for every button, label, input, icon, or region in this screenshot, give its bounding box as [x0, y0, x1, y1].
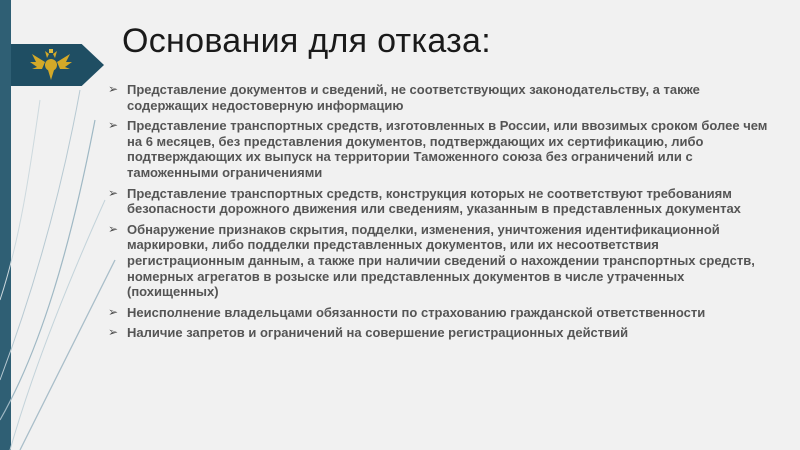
arrow-bullet-icon: ➢ [108, 118, 119, 133]
arrow-bullet-icon: ➢ [108, 304, 119, 319]
list-item [108, 325, 768, 341]
slide-title: Основания для отказа: [122, 22, 492, 60]
arrow-bullet-icon: ➢ [108, 325, 119, 340]
arrow-bullet-icon: ➢ [108, 82, 119, 96]
double-headed-eagle-emblem-icon [28, 42, 74, 88]
arrow-bullet-icon: ➢ [108, 185, 119, 200]
list-item-text: Неисполнение владельцами обязанности по страхованию гражданской ответственности [127, 304, 706, 320]
list-item [108, 82, 768, 113]
list-item-text: Представление документов и сведений, не соответствующих законодательству, а также содержащих недостоверную информацию [127, 82, 700, 113]
bullet-list [108, 82, 768, 346]
list-item-text: Обнаружение признаков скрытия, подделки, изменения, уничтожения идентификационной маркировки, либо подделки представленных документов, или их несоответствия регистрационным данным, а также при наличии сведений о нахождении транспортных средств, номерных агрегатов в розыске или представленных документов в числе утраченных (похищенных) [127, 221, 755, 300]
list-item [108, 186, 768, 217]
arrow-bullet-icon: ➢ [108, 221, 119, 236]
list-item-text: Представление транспортных средств, конструкция которых не соответствуют требованиям безопасности дорожного движения или сведениям, указанным в представленных документах [127, 185, 741, 217]
list-item [108, 305, 768, 321]
list-item [108, 222, 768, 300]
list-item-text: Представление транспортных средств, изготовленных в России, или ввозимых сроком более чем на 6 месяцев, без представления документов, подтверждающих их сертификацию, либо подтверждающих их выпуск на территории Таможенного союза без ограничений или с таможенными ограничениями [127, 118, 768, 180]
list-item-text: Наличие запретов и ограничений на совершение регистрационных действий [127, 325, 629, 341]
list-item [108, 118, 768, 180]
